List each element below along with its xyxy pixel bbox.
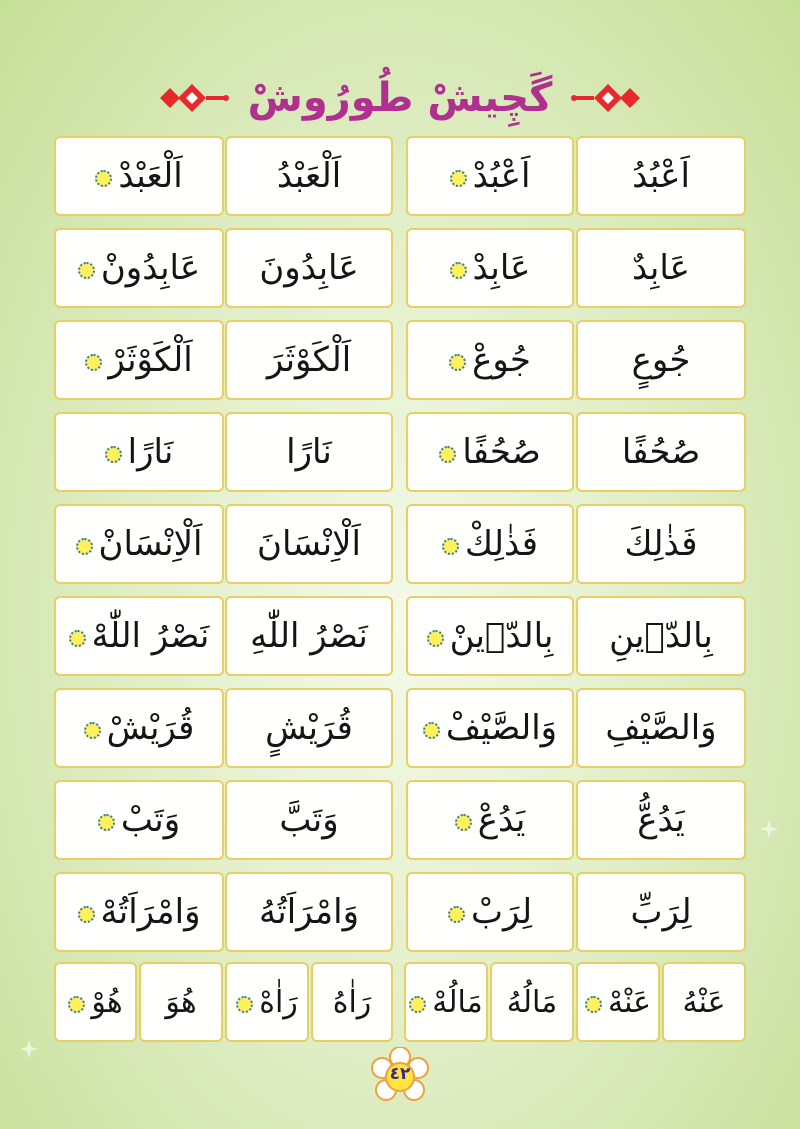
word-text: مَالُهُ (506, 984, 558, 1020)
word-text: اَعْبُدُ (632, 156, 690, 196)
word-card[interactable] (311, 962, 393, 1042)
word-card-stop[interactable] (54, 504, 224, 584)
word-row (54, 320, 746, 400)
word-card-stop[interactable] (406, 504, 574, 584)
word-card[interactable] (576, 872, 746, 952)
stop-circle-icon (448, 906, 465, 923)
word-text: رَاٰهُ (332, 984, 372, 1020)
word-text: هُوْ (91, 984, 123, 1020)
word-text: صُحُفًا (462, 432, 541, 472)
word-text: نَصْرُ اللّٰهْ (91, 616, 210, 656)
word-card[interactable] (225, 596, 393, 676)
word-row (54, 136, 746, 216)
stop-circle-icon (85, 354, 102, 371)
word-card-stop[interactable] (406, 228, 574, 308)
stop-circle-icon (442, 538, 459, 555)
word-text: اَلْاِنْسَانَ (257, 524, 361, 564)
word-card-stop[interactable] (406, 136, 574, 216)
word-row (54, 412, 746, 492)
stop-circle-icon (78, 262, 95, 279)
word-text: اَلْكَوْثَرْ (108, 340, 193, 380)
word-card-stop[interactable] (54, 136, 224, 216)
word-card[interactable] (139, 962, 223, 1042)
word-text: جُوعْ (472, 340, 531, 380)
word-card-stop[interactable] (54, 780, 224, 860)
word-card-stop[interactable] (404, 962, 488, 1042)
word-card-stop[interactable] (406, 688, 574, 768)
word-row (54, 688, 746, 768)
page-number: ٤٢ (389, 1064, 411, 1084)
word-text: لِرَبِّ (630, 892, 692, 932)
word-text: جُوعٍ (631, 340, 691, 380)
word-card[interactable] (576, 780, 746, 860)
sparkle-icon (20, 1040, 38, 1058)
stop-circle-icon (69, 630, 86, 647)
word-row (54, 780, 746, 860)
word-text: وَالصَّيْفِ (605, 708, 717, 748)
word-text: نَصْرُ اللّٰهِ (250, 616, 368, 656)
word-row-small (54, 962, 746, 1042)
stop-circle-icon (455, 814, 472, 831)
word-row (54, 504, 746, 584)
word-text: نَارًا (127, 432, 174, 472)
word-text: لِرَبْ (470, 892, 533, 932)
word-card-stop[interactable] (406, 780, 574, 860)
word-text: نَارًا (286, 432, 332, 472)
word-card[interactable] (225, 872, 393, 952)
stop-circle-icon (450, 262, 467, 279)
stop-circle-icon (84, 722, 101, 739)
word-text: اَعْبُدْ (472, 156, 531, 196)
word-card-stop[interactable] (406, 320, 574, 400)
word-row (54, 596, 746, 676)
stop-circle-icon (409, 996, 426, 1013)
word-card[interactable] (576, 504, 746, 584)
word-text: عَنْهُ (682, 984, 726, 1020)
word-card[interactable] (576, 228, 746, 308)
stop-circle-icon (585, 996, 602, 1013)
stop-circle-icon (105, 446, 122, 463)
word-card-stop[interactable] (54, 412, 224, 492)
word-card[interactable] (225, 136, 393, 216)
word-card-stop[interactable] (54, 596, 224, 676)
word-row (54, 872, 746, 952)
word-card[interactable] (576, 596, 746, 676)
stop-circle-icon (76, 538, 93, 555)
stop-circle-icon (450, 170, 467, 187)
word-card-stop[interactable] (54, 872, 224, 952)
word-card[interactable] (225, 780, 393, 860)
word-text: فَذٰلِكَ (624, 524, 698, 564)
word-text: وَالصَّيْفْ (445, 708, 558, 748)
word-text: قُرَيْشٍ (265, 708, 353, 748)
stop-circle-icon (78, 906, 95, 923)
word-card[interactable] (662, 962, 746, 1042)
word-card[interactable] (576, 136, 746, 216)
word-text: بِالدّٖينْ (449, 616, 554, 656)
stop-circle-icon (98, 814, 115, 831)
word-text: وَامْرَاَتُهْ (100, 892, 201, 932)
word-card-stop[interactable] (54, 320, 224, 400)
word-text: يَدُعْ (477, 800, 526, 840)
word-card[interactable] (225, 320, 393, 400)
word-text: رَاٰهْ (259, 984, 298, 1020)
page-header (0, 58, 800, 138)
word-text: اَلْعَبْدُ (276, 156, 342, 196)
stop-circle-icon (449, 354, 466, 371)
word-card-stop[interactable] (406, 596, 574, 676)
word-card[interactable] (225, 504, 393, 584)
word-card[interactable] (576, 320, 746, 400)
word-text: اَلْكَوْثَرَ (266, 340, 352, 380)
word-text: مَالُهْ (432, 984, 483, 1020)
word-text: عَابِدُونْ (100, 248, 201, 288)
word-text: صُحُفًا (621, 432, 701, 472)
word-card[interactable] (576, 688, 746, 768)
word-text: عَابِدْ (472, 248, 531, 288)
word-row (54, 228, 746, 308)
word-card-stop[interactable] (54, 962, 137, 1042)
stop-circle-icon (427, 630, 444, 647)
stop-circle-icon (439, 446, 456, 463)
word-text: بِالدّٖينِ (609, 616, 713, 656)
word-card[interactable] (225, 688, 393, 768)
word-card[interactable] (576, 412, 746, 492)
stop-circle-icon (236, 996, 253, 1013)
word-card[interactable] (225, 228, 393, 308)
word-text: اَلْاِنْسَانْ (98, 524, 203, 564)
word-card-stop[interactable] (576, 962, 660, 1042)
word-text: وَتَبْ (120, 800, 181, 840)
word-card-stop[interactable] (54, 228, 224, 308)
word-card-stop[interactable] (54, 688, 224, 768)
stop-circle-icon (68, 996, 85, 1013)
word-text: يَدُعُّ (637, 800, 685, 840)
word-card[interactable] (225, 412, 393, 492)
ornament-right-icon (570, 76, 644, 120)
word-text: فَذٰلِكْ (464, 524, 539, 564)
word-card[interactable] (490, 962, 574, 1042)
word-text: عَابِدُونَ (259, 248, 359, 288)
word-text: وَتَبَّ (279, 800, 339, 840)
sparkle-icon (760, 820, 778, 838)
word-text: هُوَ (165, 984, 197, 1020)
stop-circle-icon (95, 170, 112, 187)
word-text: وَامْرَاَتُهُ (259, 892, 359, 932)
word-text: عَنْهْ (607, 984, 652, 1020)
page-title: گَچِیشْ طُورُوشْ (247, 75, 553, 121)
ornament-left-icon (156, 76, 230, 120)
word-text: عَابِدٌ (632, 248, 690, 288)
word-text: اَلْعَبْدْ (118, 156, 183, 196)
word-card-stop[interactable] (406, 872, 574, 952)
stop-circle-icon (423, 722, 440, 739)
word-card-stop[interactable] (225, 962, 309, 1042)
word-card-stop[interactable] (406, 412, 574, 492)
word-text: قُرَيْشْ (106, 708, 195, 748)
